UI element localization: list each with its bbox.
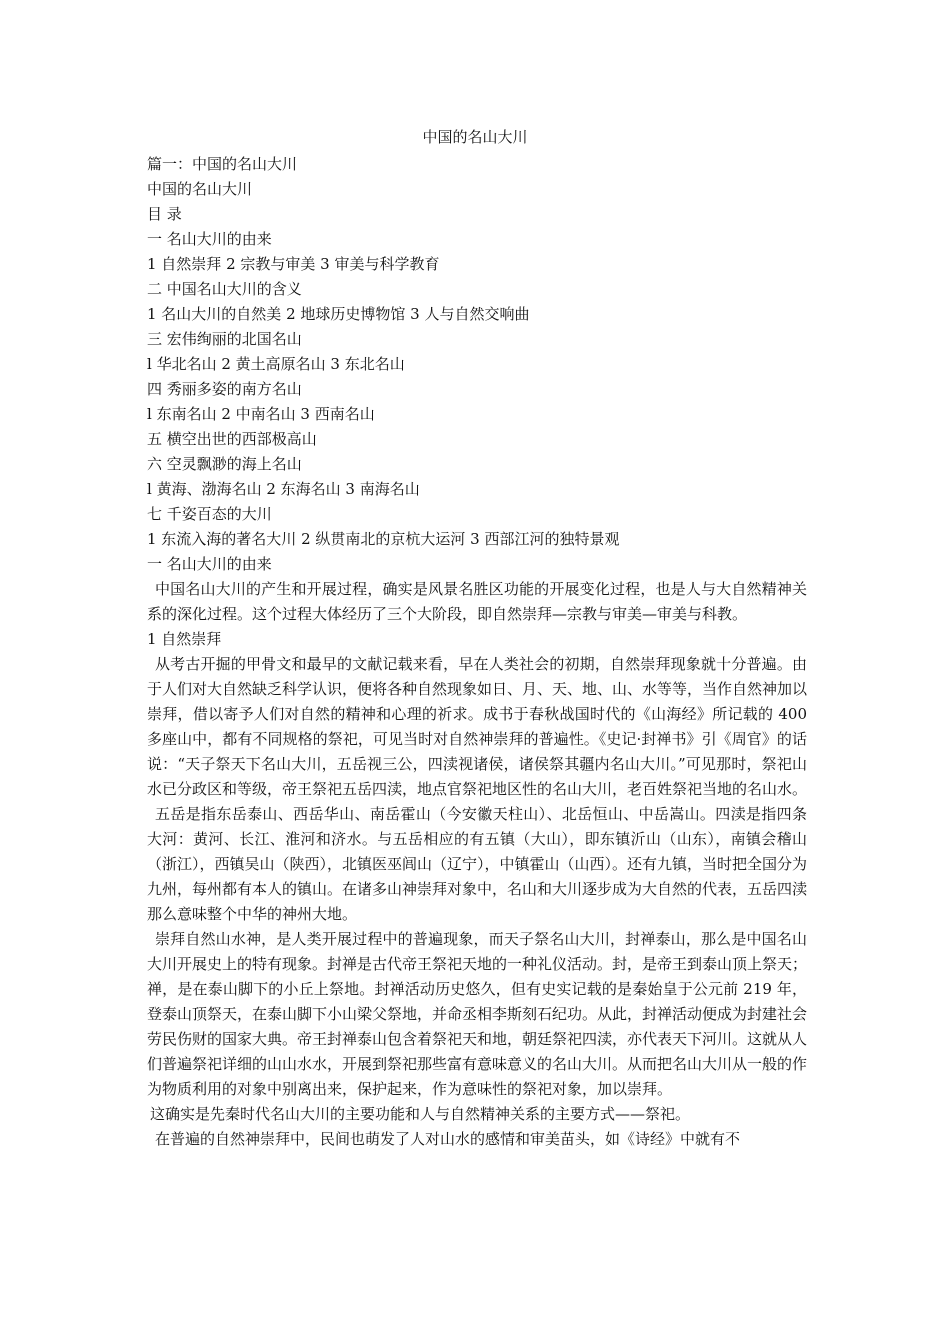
toc-chapter-7: 七 千姿百态的大川 [147, 505, 272, 523]
subsection-heading-nature-worship: 1 自然崇拜 [147, 630, 222, 648]
toc-chapter-6-sections: l 黄海、渤海名山 2 东海名山 3 南海名山 [147, 480, 420, 498]
toc-chapter-1: 一 名山大川的由来 [147, 230, 272, 248]
toc-chapter-4: 四 秀丽多姿的南方名山 [147, 380, 302, 398]
toc-chapter-3: 三 宏伟绚丽的北国名山 [147, 330, 302, 348]
article-heading: 篇一：中国的名山大川 [147, 155, 298, 173]
paragraph-poetry: 在普遍的自然神崇拜中，民间也萌发了人对山水的感情和审美苗头，如《诗经》中就有不 [155, 1130, 741, 1148]
paragraph-nature-worship: 从考古开掘的甲骨文和最早的文献记载来看，早在人类社会的初期，自然崇拜现象就十分普遍。由于人们对大自然缺乏科学认识，便将各种自然现象如日、月、天、地、山、水等等，当作自然神加以崇拜，借以寄予人们对自然的精神和心理的祈求。成书于春秋战国时代的《山海经》所记载的 400 多座山中，都有不同规格的祭祀，可见当时对自然神崇拜的普遍性。《史记·封禅书》引《周官》的话说：“天子祭天下名山大川，五岳视三公，四渎视诸侯，诸侯祭其疆内名山大川。”可见那时，祭祀山水已分政区和等级，帝王祭祀五岳四渎，地点官祭祀地区性的名山大川，老百姓祭祀当地的名山水。 [147, 655, 808, 798]
toc-chapter-1-sections: 1 自然崇拜 2 宗教与审美 3 审美与科学教育 [147, 255, 440, 273]
toc-chapter-7-sections: 1 东流入海的著名大川 2 纵贯南北的京杭大运河 3 西部江河的独特景观 [147, 530, 620, 548]
paragraph-summary: 这确实是先秦时代名山大川的主要功能和人与自然精神关系的主要方式——祭祀。 [150, 1105, 691, 1123]
toc-heading: 目 录 [147, 205, 182, 223]
article-title: 中国的名山大川 [147, 180, 253, 198]
section-heading-origin: 一 名山大川的由来 [147, 555, 272, 573]
paragraph-five-mountains: 五岳是指东岳泰山、西岳华山、南岳霍山（今安徽天柱山）、北岳恒山、中岳嵩山。四渎是指四条大河：黄河、长江、淮河和济水。与五岳相应的有五镇（大山），即东镇沂山（山东），南镇会稽山（浙江），西镇吴山（陕西），北镇医巫闾山（辽宁），中镇霍山（山西）。还有九镇，当时把全国分为九州，每州都有本人的镇山。在诸多山神崇拜对象中，名山和大川逐步成为大自然的代表，五岳四渎那么意味整个中华的神州大地。 [147, 805, 808, 923]
toc-chapter-5: 五 横空出世的西部极高山 [147, 430, 317, 448]
toc-chapter-4-sections: l 东南名山 2 中南名山 3 西南名山 [147, 405, 375, 423]
toc-chapter-2: 二 中国名山大川的含义 [147, 280, 302, 298]
paragraph-intro: 中国名山大川的产生和开展过程，确实是风景名胜区功能的开展变化过程，也是人与大自然精神关系的深化过程。这个过程大体经历了三个大阶段，即自然崇拜—宗教与审美—审美与科教。 [147, 580, 807, 623]
toc-chapter-6: 六 空灵飘渺的海上名山 [147, 455, 302, 473]
document-body [147, 152, 807, 1152]
toc-chapter-3-sections: l 华北名山 2 黄土高原名山 3 东北名山 [147, 355, 405, 373]
paragraph-fengshan: 崇拜自然山水神，是人类开展过程中的普遍现象，而天子祭名山大川，封禅泰山，那么是中国名山大川开展史上的特有现象。封禅是古代帝王祭祀天地的一种礼仪活动。封，是帝王到泰山顶上祭天；禅，是在泰山脚下的小丘上祭地。封禅活动历史悠久，但有史实记载的是秦始皇于公元前 219 年，登泰山顶祭天，在泰山脚下小山梁父祭地，并命丞相李斯刻石纪功。从此，封禅活动便成为封建社会劳民伤财的国家大典。帝王封禅泰山包含着祭祀天和地，朝廷祭祀四渎，亦代表天下河川。这就从人们普遍祭祀详细的山山水水，开展到祭祀那些富有意味意义的名山大川。从而把名山大川从一般的作为物质利用的对象中别离出来，保护起来，作为意味性的祭祀对象，加以崇拜。 [147, 930, 808, 1098]
document-title: 中国的名山大川 [422, 128, 528, 146]
toc-chapter-2-sections: 1 名山大川的自然美 2 地球历史博物馆 3 人与自然交响曲 [147, 305, 530, 323]
